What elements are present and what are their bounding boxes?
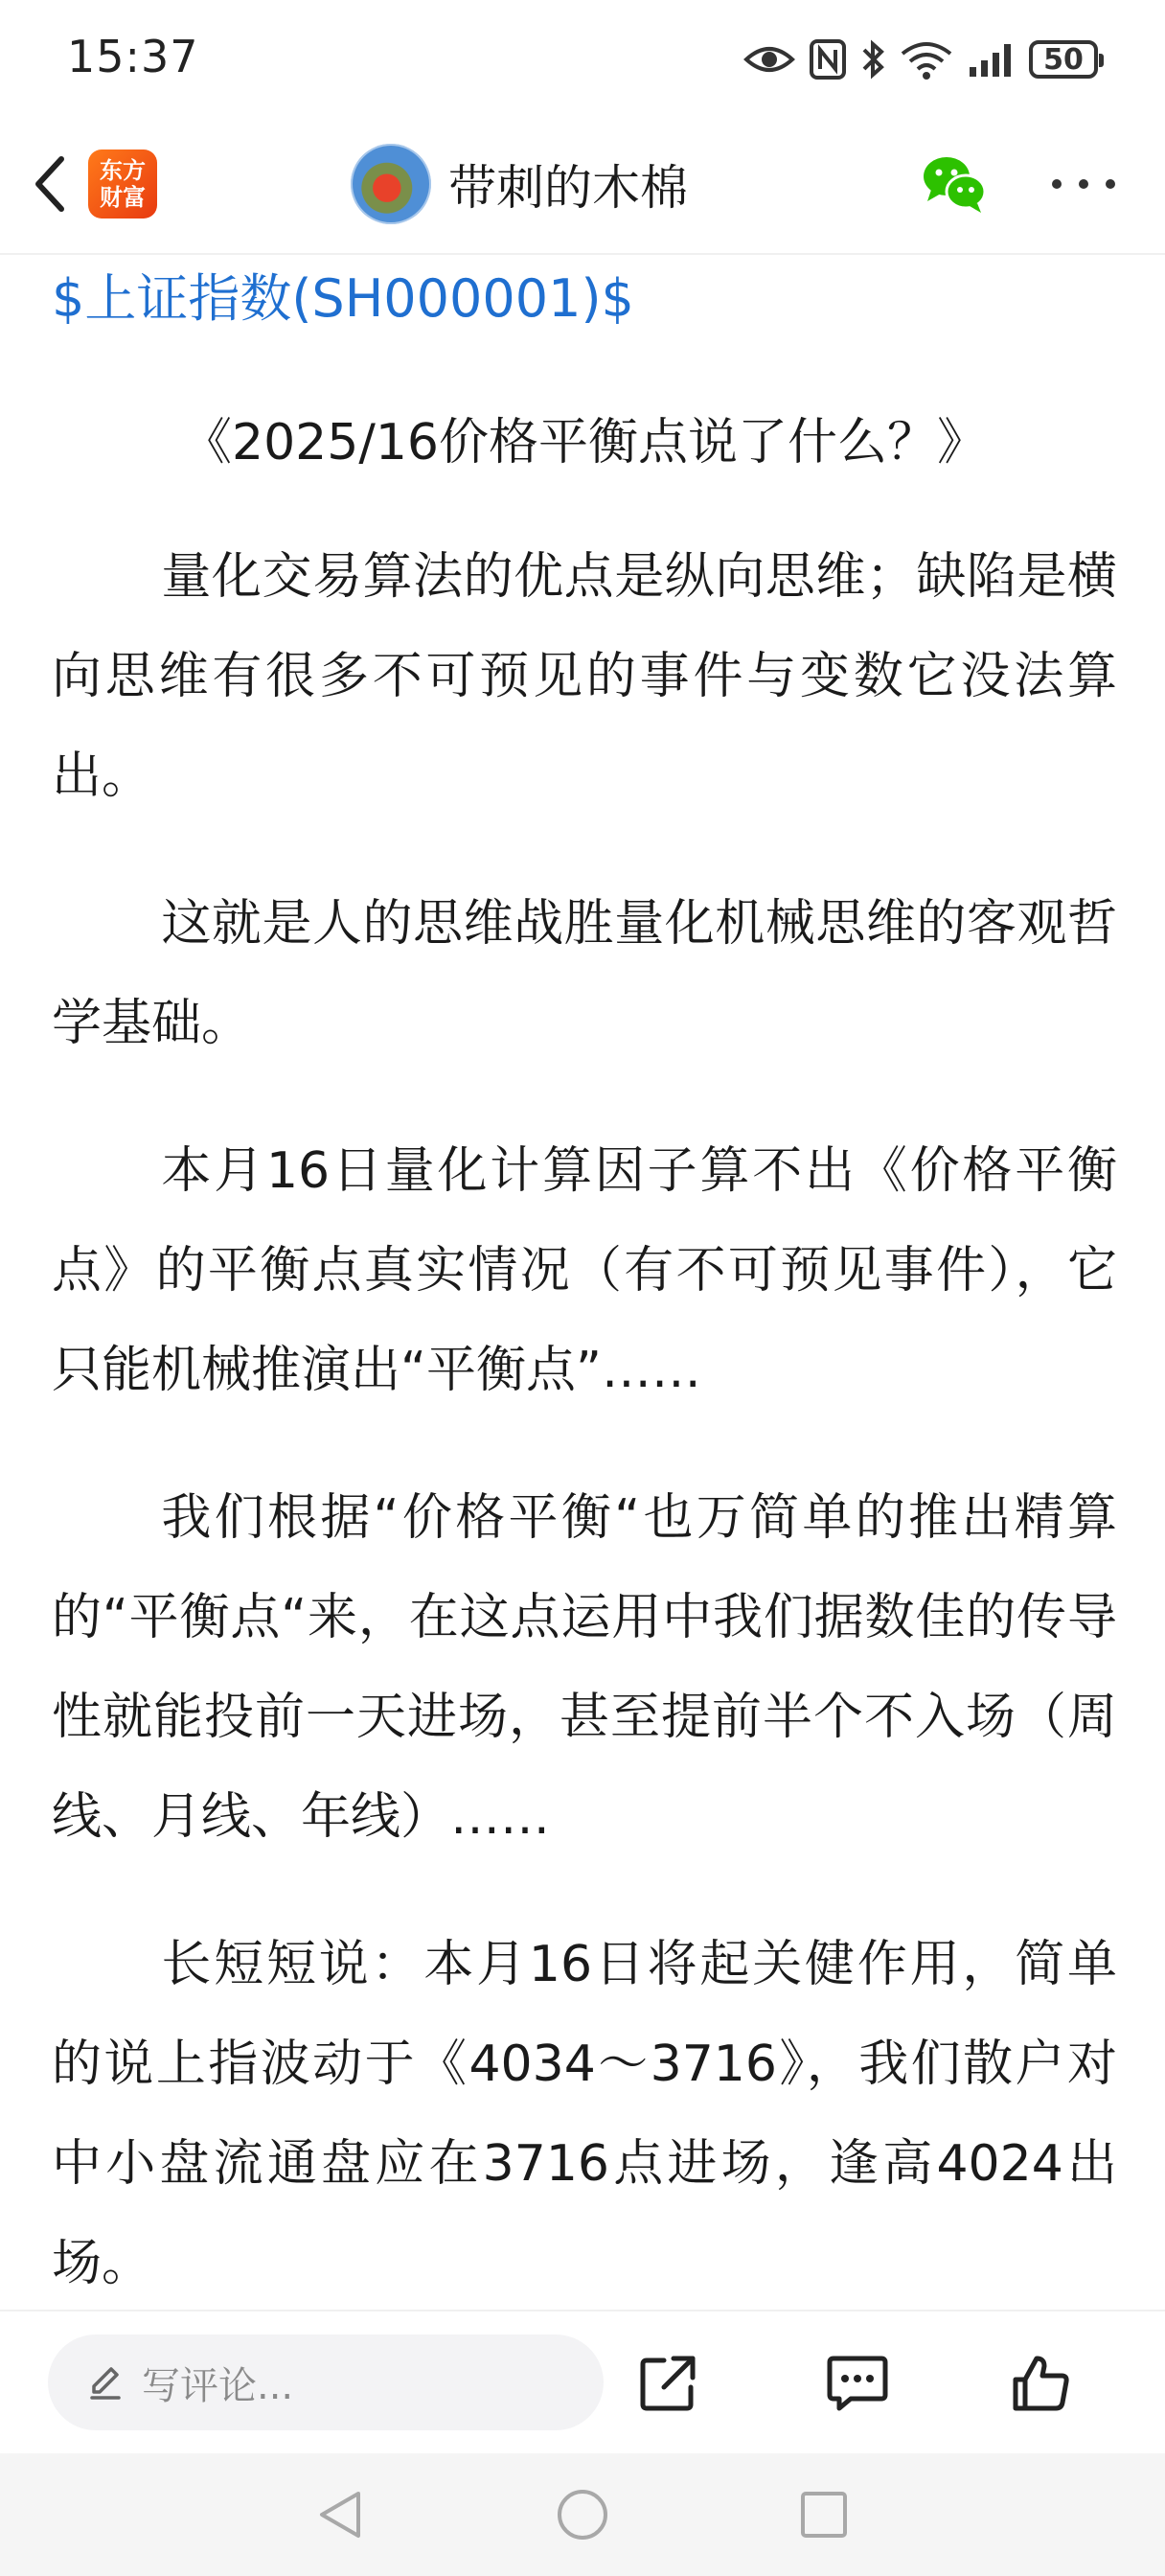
status-icons [743,33,1098,86]
comment-placeholder: 写评论... [142,2363,294,2408]
status-bar [0,0,1165,115]
system-nav-bar [0,2453,1165,2576]
app-logo-line2: 财富 [100,184,146,211]
nav-home-button[interactable] [554,2486,611,2543]
article-paragraph: 这就是人的思维战胜量化机械思维的客观哲学基础。 [52,895,1117,1052]
article-title: 《2025/16价格平衡点说了什么？》 [181,414,988,472]
more-dot-icon [1106,179,1115,189]
chevron-left-icon [31,153,69,215]
stock-link[interactable]: $上证指数(SH000001)$ [52,268,634,329]
eye-icon [743,40,795,79]
comment-icon [826,2353,889,2414]
wechat-share-button[interactable] [922,153,987,215]
bluetooth-icon [860,38,885,80]
nav-recents-button[interactable] [795,2486,853,2543]
more-dot-icon [1079,179,1088,189]
status-time: 15:37 [67,31,199,82]
share-button[interactable] [634,2350,701,2417]
bottom-action-bar [0,2310,1165,2455]
battery-icon [1029,40,1098,79]
nav-back-button[interactable] [310,2486,368,2543]
app-logo-line1: 东方 [100,157,146,184]
wifi-icon [899,38,954,80]
author-info[interactable] [351,144,688,224]
article-paragraph: 长短短说：本月16日将起关健作用，简单的说上指波动于《4034～3716》，我们散户对中小盘流通盘应在3716点进场，逢高4024出场。 [52,1936,1117,2292]
comment-input[interactable] [48,2334,604,2430]
back-button[interactable] [19,150,80,218]
app-header [0,115,1165,255]
article-paragraph: 本月16日量化计算因子算不出《价格平衡点》的平衡点真实情况（有不可预见事件），它只能机械推演出“平衡点”…… [52,1142,1117,1399]
share-icon [637,2353,698,2414]
like-button[interactable] [1008,2350,1075,2417]
nfc-icon [809,38,847,80]
wechat-icon [922,153,987,215]
article-body [52,259,1117,2310]
triangle-back-icon [314,2488,364,2542]
battery-level: 50 [1043,42,1084,77]
article-paragraph: 量化交易算法的优点是纵向思维；缺陷是横向思维有很多不可预见的事件与变数它没法算出。 [52,548,1117,805]
more-dot-icon [1052,179,1062,189]
square-recents-icon [799,2490,849,2540]
more-options-button[interactable] [1052,157,1115,211]
avatar[interactable] [351,144,431,224]
circle-home-icon [556,2488,609,2542]
app-logo[interactable] [88,150,157,218]
author-name[interactable]: 带刺的木棉 [448,160,688,216]
pencil-icon [86,2363,125,2402]
thumbs-up-icon [1010,2353,1073,2414]
article-paragraph: 我们根据“价格平衡“也万简单的推出精算的“平衡点“来，在这点运用中我们据数佳的传导性就能投前一天进场，甚至提前半个不入场（周线、月线、年线）…… [52,1489,1117,1846]
comment-button[interactable] [824,2350,891,2417]
signal-icon [968,40,1016,79]
